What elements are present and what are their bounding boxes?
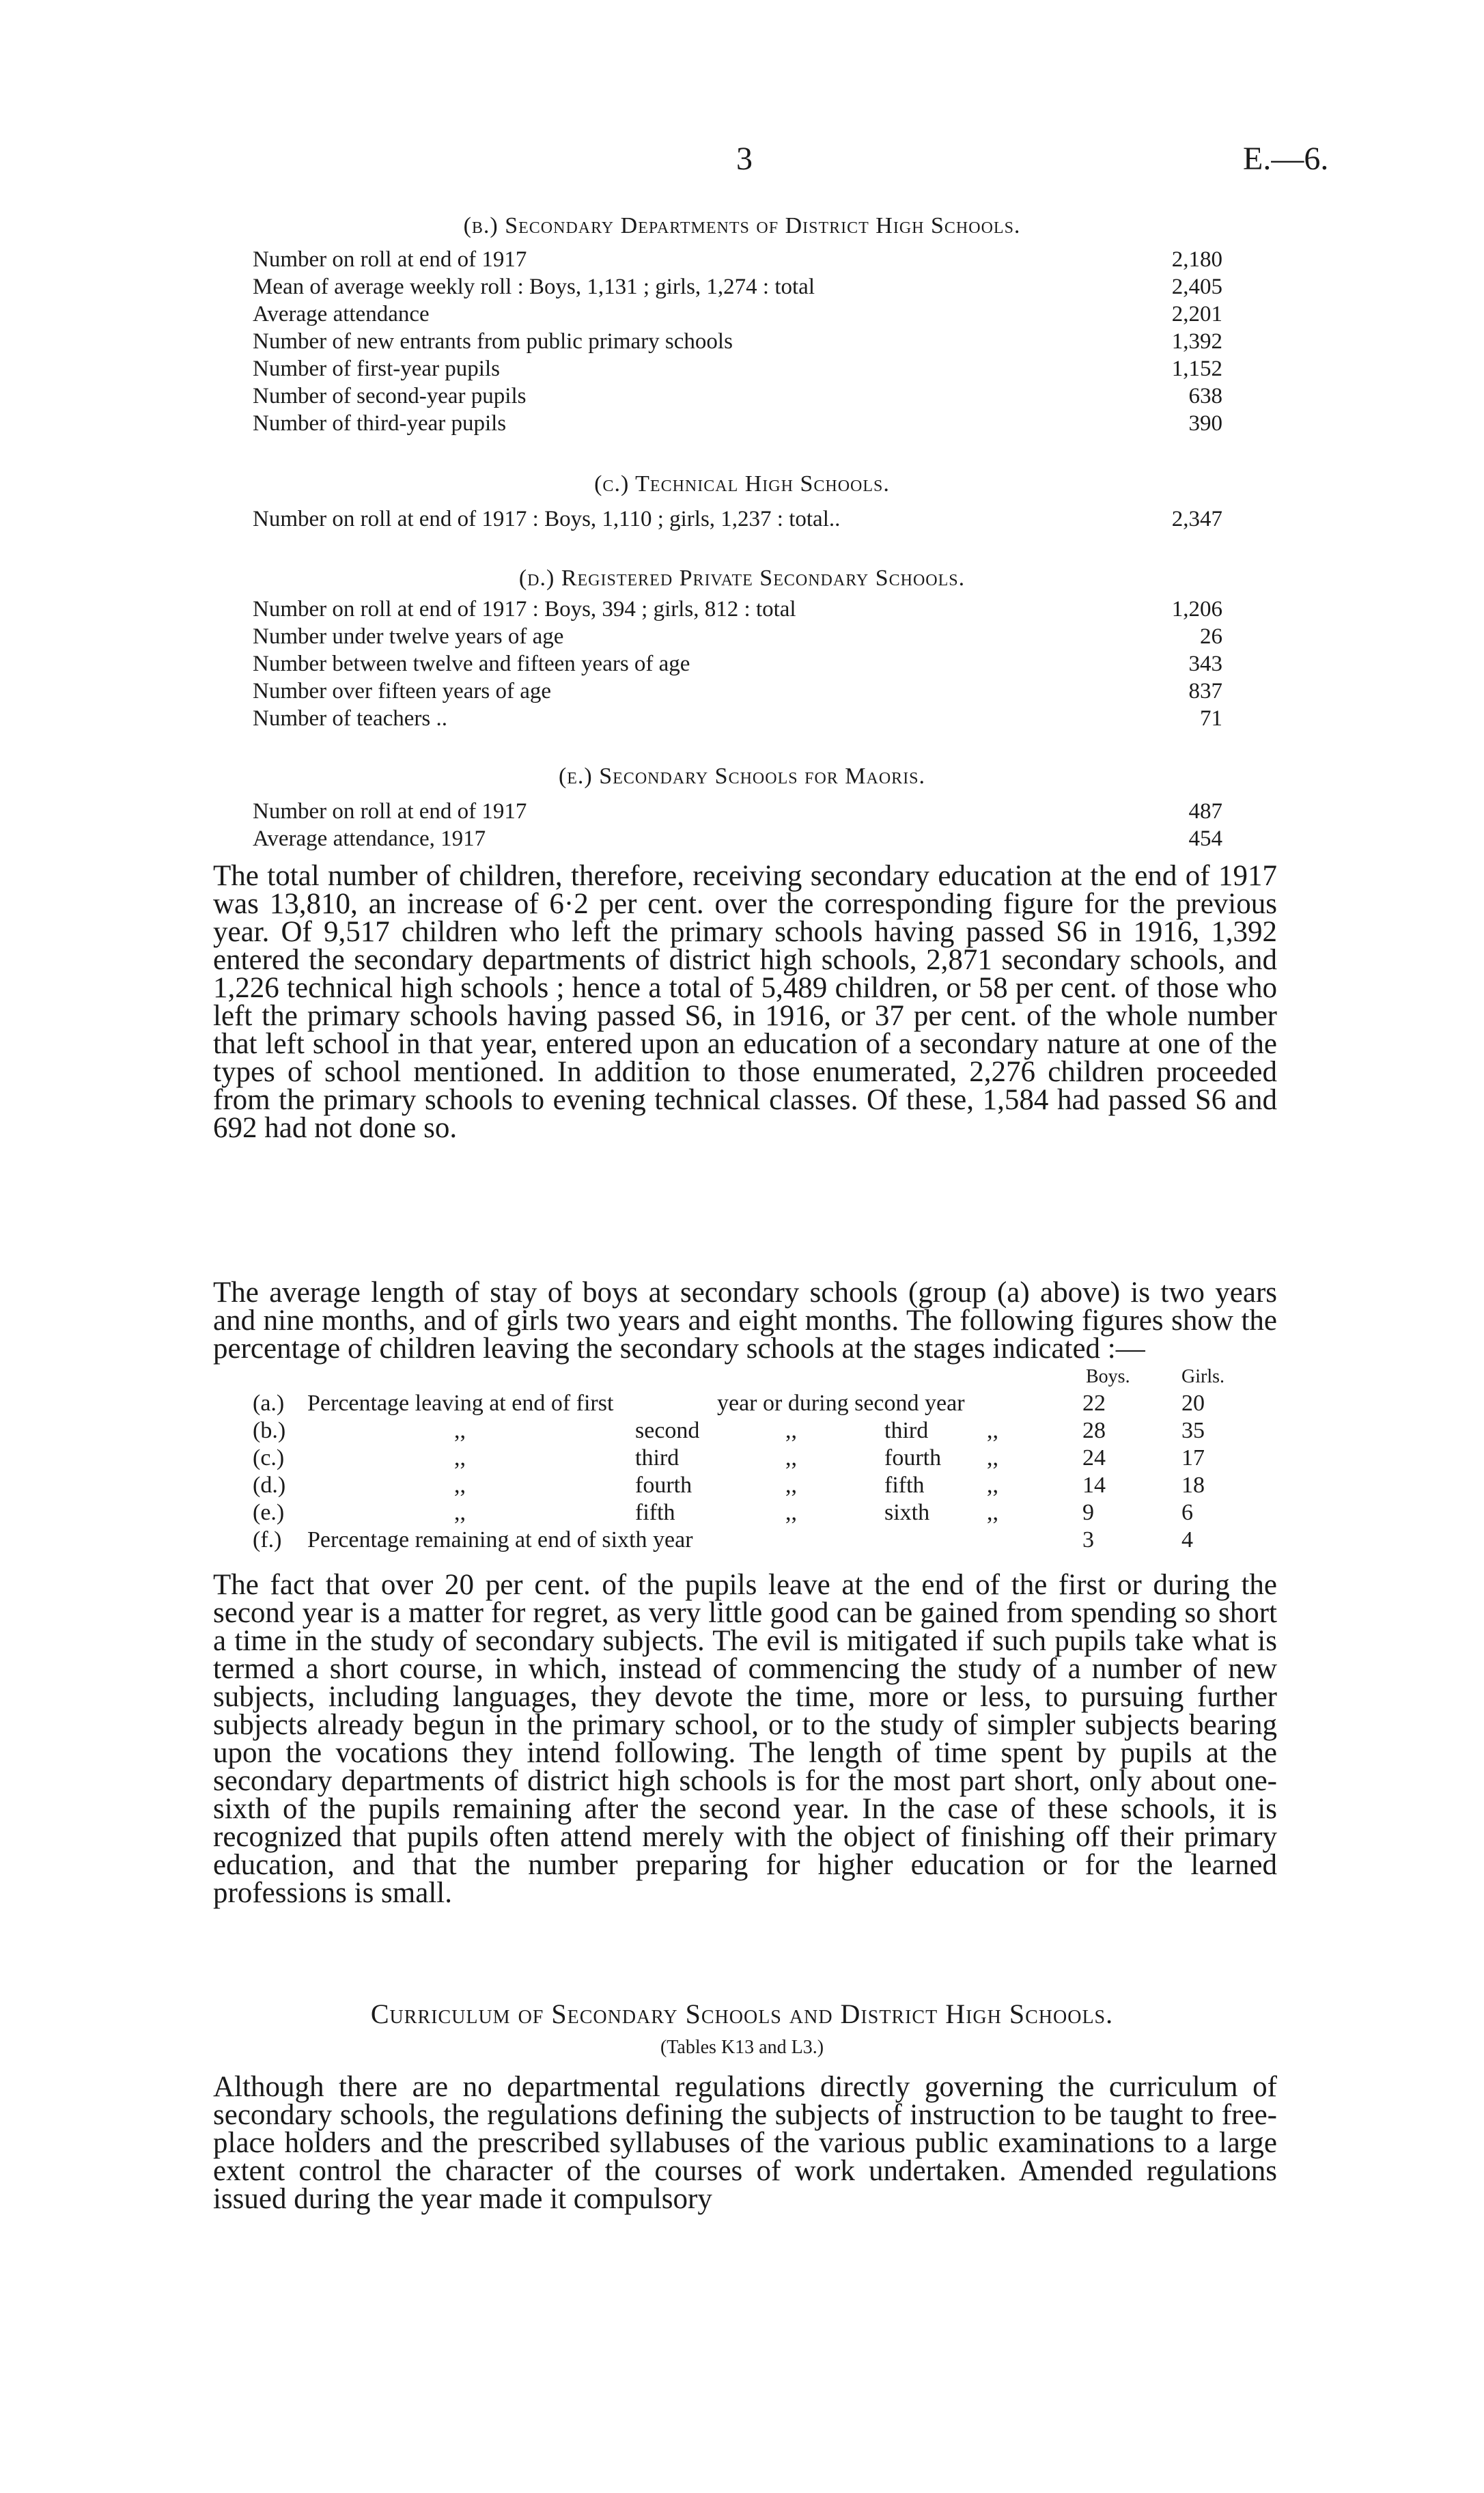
stat-row (253, 825, 1222, 852)
row-id: (a.) (253, 1391, 285, 1416)
stat-label: Mean of average weekly roll : Boys, 1,131 ; girls, 1,274 : total (253, 275, 815, 299)
row-ditto: ,, (785, 1445, 797, 1471)
stat-value: 1,152 (1171, 357, 1222, 381)
row-stage: second (635, 1418, 700, 1443)
stat-row (253, 705, 1222, 732)
table-row (253, 1390, 1222, 1417)
col-header-boys: Boys. (1086, 1366, 1130, 1387)
stat-value: 2,405 (1171, 275, 1222, 299)
row-boys: 3 (1082, 1527, 1094, 1552)
row-ditto: ,, (987, 1445, 998, 1471)
row-id: (c.) (253, 1445, 285, 1471)
row-mid: year or during second year (717, 1391, 965, 1416)
stat-row (253, 273, 1222, 301)
stat-value: 1,392 (1171, 329, 1222, 354)
row-stage: fifth (635, 1500, 675, 1525)
table-row (253, 1499, 1222, 1527)
row-boys: 9 (1082, 1500, 1094, 1525)
row-ditto: ,, (987, 1473, 998, 1498)
row-girls: 35 (1181, 1418, 1205, 1443)
stat-label: Average attendance (253, 302, 430, 326)
stat-value: 1,206 (1171, 597, 1222, 622)
stat-label: Number of third-year pupils (253, 411, 507, 436)
stat-value: 26 (1200, 624, 1222, 649)
page-number: 3 (736, 141, 753, 177)
stat-value: 2,201 (1171, 302, 1222, 326)
row-stage: fourth (635, 1473, 692, 1498)
row-ditto: ,, (454, 1500, 466, 1525)
row-ditto: ,, (987, 1500, 998, 1525)
table-row (253, 1472, 1222, 1499)
section-d-title: (d.) Registered Private Secondary Schools. (518, 566, 966, 591)
stat-label: Number between twelve and fifteen years of age (253, 652, 690, 676)
stat-value: 390 (1188, 411, 1222, 436)
section-e-title: (e.) Secondary Schools for Maoris. (558, 764, 926, 789)
row-desc: Percentage leaving at end of first (307, 1391, 614, 1416)
stat-row (253, 410, 1222, 437)
stat-label: Number on roll at end of 1917 : Boys, 1,110 ; girls, 1,237 : total.. (253, 507, 841, 531)
row-boys: 14 (1082, 1473, 1106, 1498)
stat-label: Number over fifteen years of age (253, 679, 552, 704)
stat-label: Number on roll at end of 1917 (253, 247, 527, 272)
row-boys: 22 (1082, 1391, 1106, 1416)
row-girls: 4 (1181, 1527, 1193, 1552)
stat-label: Number under twelve years of age (253, 624, 564, 649)
stat-row (253, 650, 1222, 678)
paragraph-length-of-stay: The average length of stay of boys at secondary schools (group (a) above) is two years and nine months, and of girls two years and eight months. The following figures show the percentage of children leaving the secondary schools at the stages indicated :— (213, 1277, 1277, 1365)
row-ditto: ,, (785, 1418, 797, 1443)
row-next: fifth (884, 1473, 925, 1498)
stat-label: Average attendance, 1917 (253, 826, 486, 851)
paragraph-curriculum: Although there are no departmental regulations directly governing the curriculum of secondary schools, the regulations defining the subjects of instruction to be taught to free-place holders and the prescribed syllabuses of the various public examinations to a large extent control the character of the courses of work undertaken. Amended regulations issued during the year made it compulsory (213, 2071, 1277, 2215)
row-next: sixth (884, 1500, 930, 1525)
row-id: (f.) (253, 1527, 282, 1552)
table-row (253, 1527, 1222, 1554)
curriculum-subheading: (Tables K13 and L3.) (660, 2037, 824, 2058)
row-ditto: ,, (454, 1418, 466, 1443)
row-id: (e.) (253, 1500, 285, 1525)
row-id: (d.) (253, 1473, 286, 1498)
stat-row (253, 382, 1222, 410)
stat-value: 2,180 (1171, 247, 1222, 272)
stat-value: 837 (1188, 679, 1222, 704)
row-ditto: ,, (454, 1445, 466, 1471)
stat-row (253, 798, 1222, 825)
row-desc: Percentage remaining at end of sixth year (307, 1527, 693, 1552)
stat-row (253, 623, 1222, 650)
stat-row (253, 355, 1222, 382)
stat-label: Number on roll at end of 1917 (253, 799, 527, 824)
stat-row (253, 678, 1222, 705)
stat-label: Number of first-year pupils (253, 357, 500, 381)
row-ditto: ,, (785, 1500, 797, 1525)
stat-label: Number of second-year pupils (253, 384, 527, 408)
stat-label: Number of teachers .. (253, 706, 447, 731)
section-c-title: (c.) Technical High Schools. (594, 471, 890, 497)
stat-row (253, 301, 1222, 328)
col-header-girls: Girls. (1181, 1366, 1224, 1387)
row-stage: third (635, 1445, 680, 1471)
stat-row (253, 596, 1222, 623)
row-boys: 28 (1082, 1418, 1106, 1443)
table-row (253, 1417, 1222, 1445)
row-ditto: ,, (454, 1473, 466, 1498)
row-boys: 24 (1082, 1445, 1106, 1471)
stat-row (253, 505, 1222, 533)
stat-value: 2,347 (1171, 507, 1222, 531)
row-next: fourth (884, 1445, 942, 1471)
paragraph-total-secondary: The total number of children, therefore, receiving secondary education at the end of 1917 was 13,810, an increase of 6·2 per cent. over the corresponding figure for the previous year. Of 9,517 children who left the primary schools having passed S6 in 1916, 1,392 entered the secondary departments of district high schools, 2,871 secondary schools, and 1,226 technical high schools ; hence a total of 5,489 children, or 58 per cent. of those who left the primary schools having passed S6, in 1916, or 37 per cent. of the whole number that left school in that year, entered upon an education of a secondary nature at one of the types of school mentioned. In addition to those enumerated, 2,276 children proceeded from the primary schools to evening technical classes. Of these, 1,584 had passed S6 and 692 had not done so. (213, 860, 1277, 1144)
stat-value: 71 (1200, 706, 1222, 731)
table-row (253, 1445, 1222, 1472)
section-b-title: (b.) Secondary Departments of District High Schools. (463, 213, 1021, 238)
stat-value: 487 (1188, 799, 1222, 824)
row-girls: 17 (1181, 1445, 1205, 1471)
stat-value: 638 (1188, 384, 1222, 408)
row-next: third (884, 1418, 929, 1443)
stat-value: 454 (1188, 826, 1222, 851)
paragraph-leaving-regret: The fact that over 20 per cent. of the pupils leave at the end of the first or during the second year is a matter for regret, as very little good can be gained from spending so short a time in the study of secondary subjects. The evil is mitigated if such pupils take what is termed a short course, in which, instead of commencing the study of a number of new subjects, including languages, they devote the time, more or less, to pursuing further subjects already begun in the primary school, or to the study of simpler subjects bearing upon the vocations they intend following. The length of time spent by pupils at the secondary departments of district high schools is for the most part short, only about one-sixth of the pupils remaining after the second year. In the case of these schools, it is recognized that pupils often attend merely with the object of finishing off their primary education, and that the number preparing for higher education or for the learned professions is small. (213, 1569, 1277, 1909)
stat-row (253, 246, 1222, 273)
stat-label: Number on roll at end of 1917 : Boys, 394 ; girls, 812 : total (253, 597, 796, 622)
row-girls: 18 (1181, 1473, 1205, 1498)
stat-row (253, 328, 1222, 355)
stat-value: 343 (1188, 652, 1222, 676)
row-ditto: ,, (785, 1473, 797, 1498)
row-ditto: ,, (987, 1418, 998, 1443)
curriculum-heading: Curriculum of Secondary Schools and District High Schools. (370, 1998, 1114, 2029)
row-girls: 20 (1181, 1391, 1205, 1416)
row-girls: 6 (1181, 1500, 1193, 1525)
row-id: (b.) (253, 1418, 286, 1443)
stat-label: Number of new entrants from public primary schools (253, 329, 733, 354)
document-code: E.—6. (1243, 141, 1329, 177)
